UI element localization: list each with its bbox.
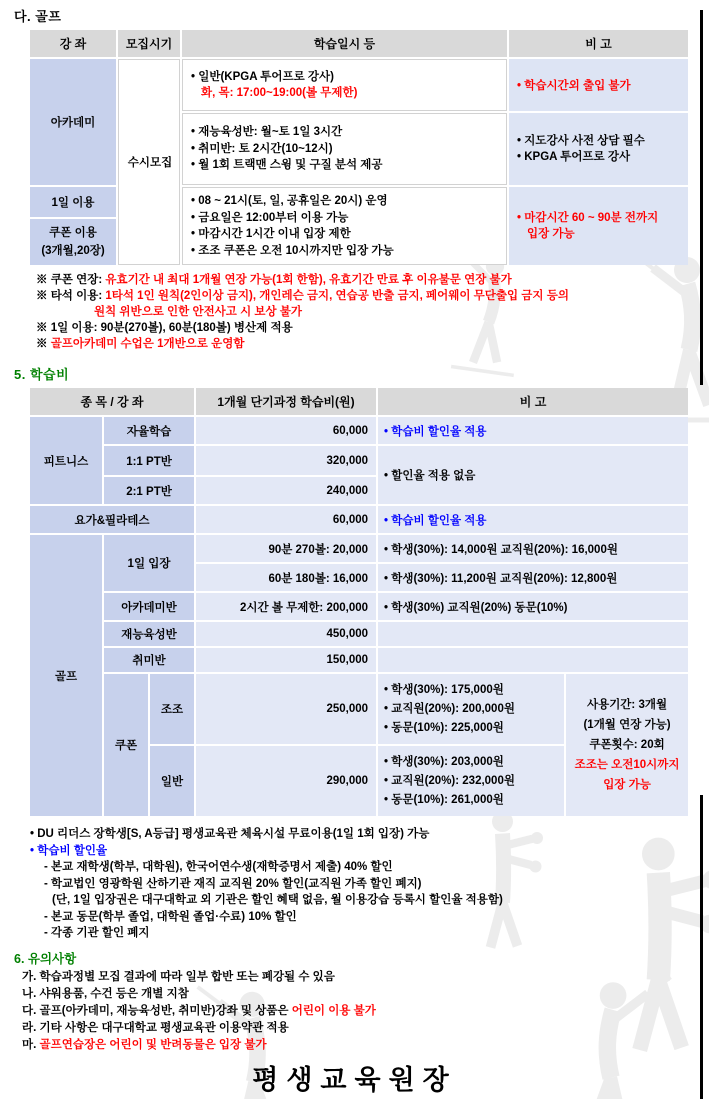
course-hobby-class: 취미반 — [104, 648, 194, 672]
label-line: (3개월,20장) — [41, 245, 105, 257]
footnote-dash: - 각종 기관 할인 폐지 — [44, 927, 150, 939]
schedule-daily-coupon — [182, 187, 507, 265]
fee-value: 90분 270볼: 20,000 — [196, 535, 376, 562]
course-academy: 아카데미 — [30, 59, 116, 185]
usage-line: 사용기간: 3개월 — [586, 699, 668, 711]
caution-item — [22, 1020, 709, 1037]
schedule-line: • 일반(KPGA 투어프로 강사) — [191, 70, 334, 83]
table-row — [30, 417, 688, 444]
table-row — [30, 446, 688, 475]
course-academy-class: 아카데미반 — [104, 593, 194, 620]
note-line: • KPGA 투어프로 강사 — [517, 151, 631, 163]
item-yoga-pilates: 요가&필라테스 — [30, 506, 194, 533]
item-fitness: 피트니스 — [30, 417, 102, 504]
section-6-title: 6. 유의사항 — [14, 951, 77, 966]
note-academy-classes — [509, 113, 688, 185]
fee-value: 60분 180볼: 16,000 — [196, 564, 376, 591]
footnote-red: 유효기간 내 최대 1개월 연장 가능(1회 한함), 유효기간 만료 후 이유불문 연장 불가 — [105, 274, 512, 286]
schedule-line: • 재능육성반: 월~토 1일 3시간 — [191, 126, 343, 139]
footnote-prefix: ※ 쿠폰 연장: — [36, 274, 106, 286]
usage-line: (1개월 연장 가능) — [583, 719, 671, 731]
usage-line-red: 입장 가능 — [603, 779, 651, 791]
caution-prefix: 나. — [22, 987, 37, 1000]
note-daily-coupon — [509, 187, 688, 265]
note-line: • 교직원(20%): 232,000원 — [384, 774, 515, 787]
caution-item — [22, 969, 709, 986]
table-header-row — [30, 388, 688, 415]
schedule-line: • 08 ~ 21시(토, 일, 공휴일은 20시) 운영 — [191, 195, 388, 207]
schedule-academy-general — [182, 59, 507, 111]
schedule-line: • 금요일은 12:00부터 이용 가능 — [191, 211, 349, 224]
usage-line-red: 조조는 오전10시까지 — [574, 759, 680, 771]
schedule-line: • 취미반: 토 2시간(10~12시) — [191, 142, 333, 155]
header-schedule: 학습일시 등 — [182, 30, 507, 57]
section-5-title: 5. 학습비 — [14, 367, 70, 382]
caution-prefix: 다. — [22, 1004, 37, 1017]
fee-value: 240,000 — [196, 477, 376, 504]
table-row — [30, 59, 688, 111]
fee-table — [28, 386, 690, 818]
caution-prefix: 가. — [22, 970, 37, 983]
recruit-period: 수시모집 — [118, 59, 180, 265]
footnote: • DU 리더스 장학생[S, A등급] 평생교육관 체육시설 무료이용(1일 1회 입장) 가능 — [30, 828, 430, 840]
schedule-academy-classes — [182, 113, 507, 185]
caution-text-red: 골프연습장은 어린이 및 반려동물은 입장 불가 — [39, 1038, 267, 1051]
note-discount: • 학생(30%): 11,200원 교직원(20%): 12,800원 — [378, 564, 688, 591]
footnote-red: 1타석 1인 원칙(2인이상 금지), 개인레슨 금지, 연습공 반출 금지, 페어웨이 무단출입 금지 등의 — [105, 290, 569, 302]
note-coupon-general — [378, 746, 564, 816]
footnote-dash-sub: (단, 1일 입장권은 대구대학교 외 기관은 할인 혜택 없음, 월 이용강습 등록시 할인율 적용함) — [52, 894, 503, 906]
section-c-title: 다. 골프 — [14, 9, 62, 24]
golf-schedule-table — [28, 28, 690, 267]
course-self-study: 자율학습 — [104, 417, 194, 444]
course-talent-class: 재능육성반 — [104, 622, 194, 646]
table-row — [30, 593, 688, 620]
footnote-discount-title: • 학습비 할인율 — [30, 844, 108, 857]
fee-value: 290,000 — [196, 746, 376, 816]
label-line: 쿠폰 이용 — [49, 227, 97, 239]
note-line: • 지도강사 사전 상담 필수 — [517, 134, 645, 147]
table-row — [30, 535, 688, 562]
footnote-dash: - 본교 재학생(학부, 대학원), 한국어연수생(재학증명서 제출) 40% 할인 — [44, 861, 393, 873]
fee-value: 150,000 — [196, 648, 376, 672]
footnote-continuation: 원칙 위반으로 인한 안전사고 시 보상 불가 — [94, 306, 303, 318]
note-discount: • 학생(30%) 교직원(20%) 동문(10%) — [378, 593, 688, 620]
footnote-dash: - 본교 동문(학부 졸업, 대학원 졸업·수료) 10% 할인 — [44, 910, 297, 923]
fee-value: 60,000 — [196, 417, 376, 444]
course-coupon — [30, 219, 116, 265]
page-edge-line — [700, 10, 703, 385]
table-row — [30, 648, 688, 672]
fee-value: 60,000 — [196, 506, 376, 533]
caution-item — [22, 986, 709, 1003]
schedule-line-red: 화, 목: 17:00~19:00(볼 무제한) — [201, 87, 358, 99]
course-daily: 1일 이용 — [30, 187, 116, 217]
fee-value: 450,000 — [196, 622, 376, 646]
footnote-prefix: ※ 타석 이용: — [36, 290, 106, 302]
caution-text-red: 어린이 이용 불가 — [291, 1004, 376, 1017]
table-row — [30, 622, 688, 646]
footnote-red: 골프아카데미 수업은 1개반으로 운영함 — [50, 338, 245, 350]
caution-prefix: 마. — [22, 1038, 37, 1051]
header-item: 종 목 / 강 좌 — [30, 388, 194, 415]
schedule-line: • 조조 쿠폰은 오전 10시까지만 입장 가능 — [191, 244, 394, 257]
item-golf: 골프 — [30, 535, 102, 816]
note-empty — [378, 622, 688, 646]
footnote — [36, 336, 709, 352]
note-discount-applied: • 학습비 할인율 적용 — [378, 506, 688, 533]
note-discount-applied: • 학습비 할인율 적용 — [378, 417, 688, 444]
note-line-red: • 마감시간 60 ~ 90분 전까지 — [517, 211, 659, 224]
table-row — [30, 506, 688, 533]
header-note: 비 고 — [378, 388, 688, 415]
fee-footnotes — [30, 826, 709, 942]
note-coupon-early — [378, 674, 564, 744]
course-coupon-general: 일반 — [150, 746, 194, 816]
course-coupon-early: 조조 — [150, 674, 194, 744]
golf-footnotes — [36, 272, 709, 352]
signature-title: 평생교육원장 — [252, 1064, 457, 1095]
note-academy-general: • 학습시간외 출입 불가 — [509, 59, 688, 111]
footnote — [36, 288, 709, 304]
header-course: 강 좌 — [30, 30, 116, 57]
caution-text: 샤워용품, 수건 등은 개별 지참 — [39, 987, 189, 1000]
caution-text: 기타 사항은 대구대학교 평생교육관 이용약관 적용 — [39, 1021, 289, 1034]
header-note: 비 고 — [509, 30, 688, 57]
footnote: ※ 1일 이용: 90분(270볼), 60분(180볼) 병산제 적용 — [36, 322, 293, 334]
note-line: • 학생(30%): 175,000원 — [384, 683, 504, 696]
page-edge-line — [700, 795, 703, 1099]
course-pt-2to1: 2:1 PT반 — [104, 477, 194, 504]
note-line: • 학생(30%): 203,000원 — [384, 755, 504, 768]
course-coupon: 쿠폰 — [104, 674, 148, 816]
schedule-line: • 월 1회 트랙맨 스윙 및 구질 분석 제공 — [191, 159, 383, 172]
caution-text: 골프(아카데미, 재능육성반, 취미반)강좌 및 상품은 — [39, 1004, 292, 1017]
table-row — [30, 674, 688, 744]
footnote-prefix: ※ — [36, 338, 51, 350]
schedule-line: • 마감시간 1시간 이내 입장 제한 — [191, 228, 351, 240]
course-pt-1to1: 1:1 PT반 — [104, 446, 194, 475]
caution-item — [22, 1037, 709, 1054]
note-no-discount: • 할인율 적용 없음 — [378, 446, 688, 504]
caution-text: 학습과정별 모집 결과에 따라 일부 합반 또는 폐강될 수 있음 — [39, 970, 335, 983]
table-header-row — [30, 30, 688, 57]
fee-value: 320,000 — [196, 446, 376, 475]
fee-value: 250,000 — [196, 674, 376, 744]
header-period: 모집시기 — [118, 30, 180, 57]
note-discount: • 학생(30%): 14,000원 교직원(20%): 16,000원 — [378, 535, 688, 562]
caution-prefix: 라. — [22, 1021, 37, 1034]
header-fee: 1개월 단기과정 학습비(원) — [196, 388, 376, 415]
fee-value: 2시간 볼 무제한: 200,000 — [196, 593, 376, 620]
course-day-entry: 1일 입장 — [104, 535, 194, 591]
note-line-red: 입장 가능 — [527, 228, 575, 240]
cautions-section — [14, 950, 709, 1054]
note-empty — [378, 648, 688, 672]
note-coupon-usage — [566, 674, 688, 816]
footnote-dash: - 학교법인 영광학원 산하기관 재직 교직원 20% 할인(교직원 가족 할인 폐지) — [44, 877, 422, 890]
note-line: • 교직원(20%): 200,000원 — [384, 702, 515, 715]
note-line: • 동문(10%): 261,000원 — [384, 793, 504, 806]
footnote — [36, 272, 709, 288]
caution-item — [22, 1003, 709, 1020]
note-line: • 동문(10%): 225,000원 — [384, 721, 504, 734]
usage-line: 쿠폰횟수: 20회 — [589, 739, 665, 751]
